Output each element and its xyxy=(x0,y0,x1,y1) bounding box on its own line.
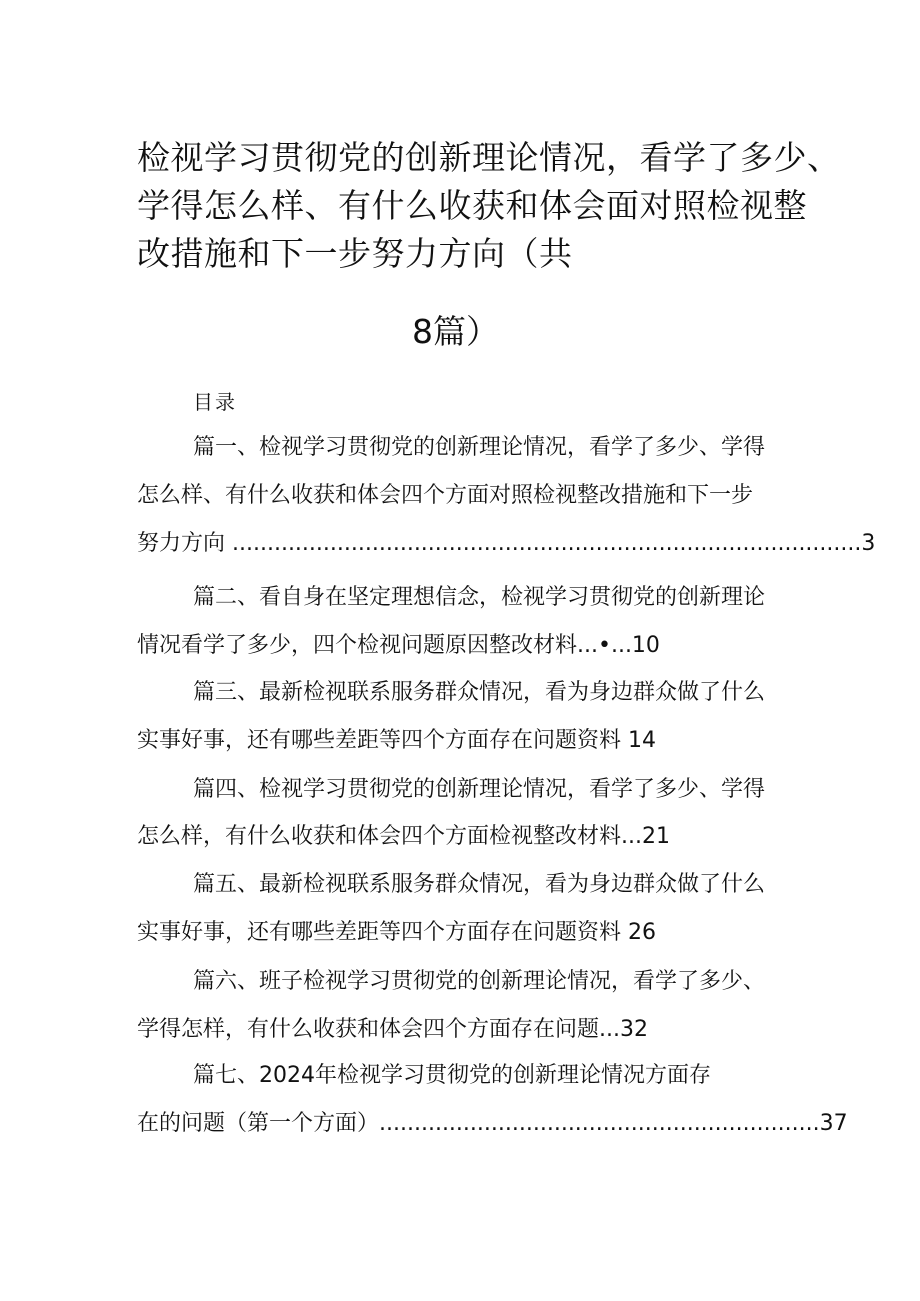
toc-entry-4-line-2[interactable]: 怎么样，有什么收获和体会四个方面检视整改材料...21 xyxy=(137,824,670,849)
toc-entry-6-line-1[interactable]: 篇六、班子检视学习贯彻党的创新理论情况，看学了多少、 xyxy=(193,969,766,994)
toc-entry-6-line-2[interactable]: 学得怎样，有什么收获和体会四个方面存在问题...32 xyxy=(137,1017,648,1042)
toc-entry-3-line-1[interactable]: 篇三、最新检视联系服务群众情况，看为身边群众做了什么 xyxy=(193,680,766,705)
document-title xyxy=(137,134,841,278)
toc-entry-1-line-3[interactable]: 努力方向 ..........................................................................................3 xyxy=(137,531,876,556)
toc-entry-1-line-2[interactable]: 怎么样、有什么收获和体会四个方面对照检视整改措施和下一步 xyxy=(137,483,754,508)
toc-entry-2-line-1[interactable]: 篇二、看自身在坚定理想信念，检视学习贯彻党的创新理论 xyxy=(193,585,766,610)
toc-entry-7-line-1[interactable]: 篇七、2024年检视学习贯彻党的创新理论情况方面存 xyxy=(193,1063,711,1088)
title-line-4: 8篇） xyxy=(412,312,499,351)
title-line-2: 学得怎么样、有什么收获和体会面对照检视整 xyxy=(137,186,807,225)
title-line-1: 检视学习贯彻党的创新理论情况，看学了多少、 xyxy=(137,138,841,177)
toc-entry-2-line-2[interactable]: 情况看学了多少，四个检视问题原因整改材料...•...10 xyxy=(137,633,660,658)
toc-entry-5-line-2[interactable]: 实事好事，还有哪些差距等四个方面存在问题资料 26 xyxy=(137,920,656,945)
toc-entry-3-line-2[interactable]: 实事好事，还有哪些差距等四个方面存在问题资料 14 xyxy=(137,728,656,753)
toc-entry-7-line-2[interactable]: 在的问题（第一个方面）...............................................................37 xyxy=(137,1111,848,1136)
toc-entry-5-line-1[interactable]: 篇五、最新检视联系服务群众情况，看为身边群众做了什么 xyxy=(193,872,766,897)
toc-entry-4-line-1[interactable]: 篇四、检视学习贯彻党的创新理论情况，看学了多少、学得 xyxy=(193,777,766,802)
toc-entry-1-line-1[interactable]: 篇一、检视学习贯彻党的创新理论情况，看学了多少、学得 xyxy=(193,435,766,460)
title-line-3: 改措施和下一步努力方向（共 xyxy=(137,234,573,273)
toc-heading: 目录 xyxy=(193,390,237,414)
